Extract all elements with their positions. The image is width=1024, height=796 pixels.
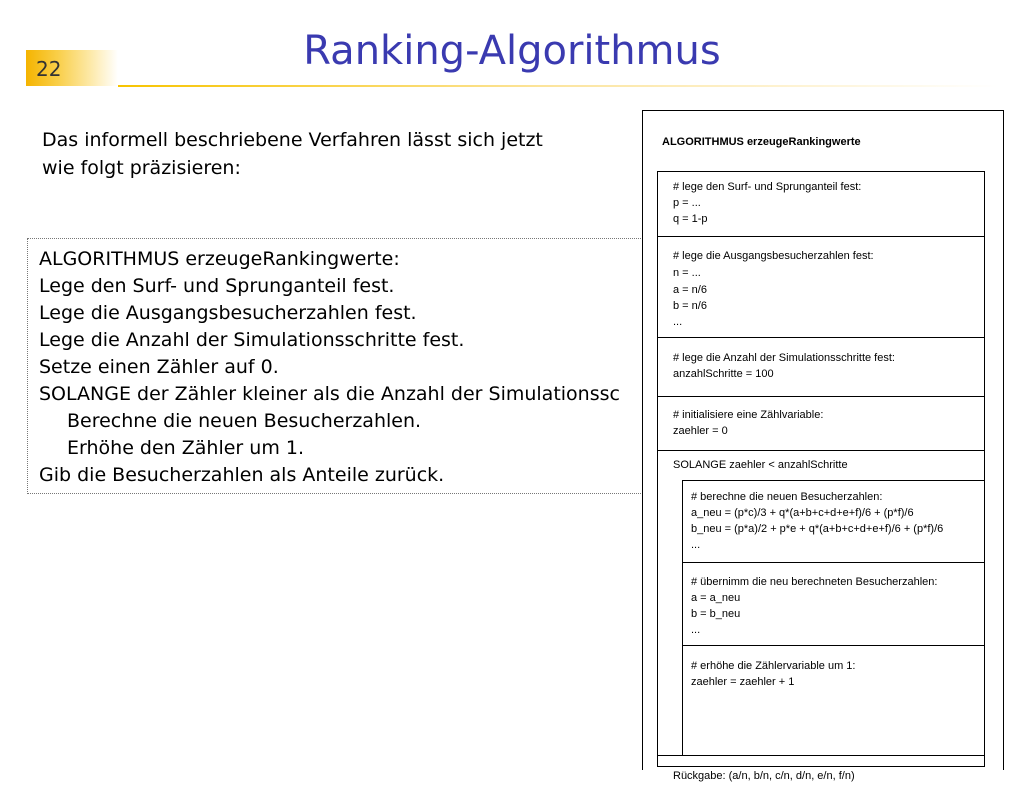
block-line: # lege die Anzahl der Simulationsschritte fest: xyxy=(673,352,895,364)
diagram-title: ALGORITHMUS erzeugeRankingwerte xyxy=(662,136,861,148)
block-line: a_neu = (p*c)/3 + q*(a+b+c+d+e+f)/6 + (p*f)/6 xyxy=(691,507,914,519)
algorithm-line: Lege die Anzahl der Simulationsschritte fest. xyxy=(39,329,465,351)
loop-condition: SOLANGE zaehler < anzahlSchritte xyxy=(673,459,848,471)
block-line: ... xyxy=(691,624,701,636)
block-line: b = b_neu xyxy=(691,608,741,620)
struktogramm-diagram xyxy=(642,110,1004,782)
block-line: p = ... xyxy=(673,197,701,209)
block-line: # lege den Surf- und Sprunganteil fest: xyxy=(673,181,862,193)
block-line: ... xyxy=(691,539,701,551)
algorithm-line: SOLANGE der Zähler kleiner als die Anzahl der Simulationssc xyxy=(39,383,620,405)
block-line: ... xyxy=(673,316,683,328)
algorithm-line: ALGORITHMUS erzeugeRankingwerte: xyxy=(39,248,400,270)
block-line: a = n/6 xyxy=(673,284,707,296)
block-line: # berechne die neuen Besucherzahlen: xyxy=(691,491,883,503)
block-ausgangsbesucher xyxy=(658,237,984,337)
intro-text xyxy=(42,126,543,182)
block-line: n = ... xyxy=(673,267,701,279)
intro-line: wie folgt präzisieren: xyxy=(42,157,241,179)
block-line: # übernimm die neu berechneten Besucherzahlen: xyxy=(691,576,938,588)
block-line: zaehler = zaehler + 1 xyxy=(691,676,795,688)
algorithm-line: Erhöhe den Zähler um 1. xyxy=(67,437,304,459)
block-line: q = 1-p xyxy=(673,213,708,225)
block-line: # lege die Ausgangsbesucherzahlen fest: xyxy=(673,250,874,262)
return-line: Rückgabe: (a/n, b/n, c/n, d/n, e/n, f/n) xyxy=(673,770,855,782)
loop-block-erhoehe xyxy=(683,646,984,755)
diagram-frame xyxy=(657,171,985,782)
loop-block-berechne xyxy=(683,481,984,562)
block-line: # erhöhe die Zählervariable um 1: xyxy=(691,660,856,672)
block-simulationsschritte xyxy=(658,338,984,396)
block-zaehlvariable xyxy=(658,397,984,449)
block-line: zaehler = 0 xyxy=(673,425,728,437)
block-line: b_neu = (p*a)/2 + p*e + q*(a+b+c+d+e+f)/6 + (p*f)/6 xyxy=(691,523,944,535)
slide-title: Ranking-Algorithmus xyxy=(303,28,721,74)
intro-line: Das informell beschriebene Verfahren lässt sich jetzt xyxy=(42,129,543,151)
block-line: b = n/6 xyxy=(673,300,707,312)
page-number: 22 xyxy=(36,57,62,81)
algorithm-line: Lege den Surf- und Sprunganteil fest. xyxy=(39,275,395,297)
block-line: a = a_neu xyxy=(691,592,741,604)
algorithm-line: Berechne die neuen Besucherzahlen. xyxy=(67,410,422,432)
loop-header xyxy=(658,451,984,481)
algorithm-line: Gib die Besucherzahlen als Anteile zurück. xyxy=(39,464,445,486)
block-line: anzahlSchritte = 100 xyxy=(673,368,774,380)
algorithm-line: Setze einen Zähler auf 0. xyxy=(39,356,279,378)
algorithm-line: Lege die Ausgangsbesucherzahlen fest. xyxy=(39,302,417,324)
algorithm-text-box xyxy=(27,238,667,494)
block-line: # initialisiere eine Zählvariable: xyxy=(673,409,824,421)
title-underline xyxy=(118,85,998,87)
block-surf-sprung xyxy=(658,172,984,235)
loop-block-uebernimm xyxy=(683,563,984,645)
return-block xyxy=(658,756,984,796)
